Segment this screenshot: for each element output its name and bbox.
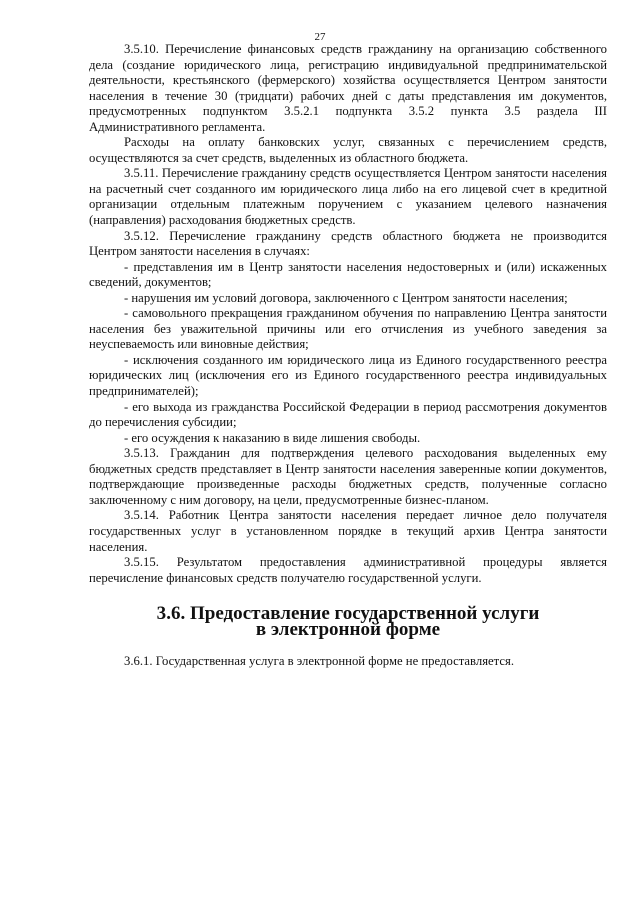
paragraph-3-5-14: 3.5.14. Работник Центра занятости населения передает личное дело получателя государственных услуг в установленном порядке в текущий архив Центра занятости населения. — [89, 508, 607, 554]
list-item-contract-violation: - нарушения им условий договора, заключенного с Центром занятости населения; — [124, 290, 568, 305]
paragraph-3-6-1: 3.6.1. Государственная услуга в электронной форме не предоставляется. — [124, 654, 515, 669]
document-body — [89, 42, 607, 670]
page-number: 27 — [314, 31, 326, 43]
section-heading-3-6 — [89, 603, 607, 640]
list-item-citizenship-loss: - его выхода из гражданства Российской Федерации в период рассмотрения документов до перечисления субсидии; — [89, 399, 607, 430]
paragraph-3-5-12: 3.5.12. Перечисление гражданину средств областного бюджета не производится Центром занятости населения в случаях: — [89, 228, 607, 259]
paragraph-3-5-15: 3.5.15. Результатом предоставления административной процедуры является перечисление финансовых средств получателю государственной услуги. — [89, 555, 607, 585]
paragraph-3-5-11: 3.5.11. Перечисление гражданину средств осуществляется Центром занятости населения на расчетный счет созданного им юридического лица либо на его лицевой счет в кредитной организации отдельным платежным поручением с указанием целевого назначения (направления) расходования бюджетных средств. — [89, 166, 607, 228]
list-item-imprisonment: - его осуждения к наказанию в виде лишения свободы. — [124, 430, 421, 445]
list-item-training-termination: - самовольного прекращения гражданином обучения по направлению Центра занятости населения без уважительной причины или его отчисления из учебного заведения за неуспеваемость или виновные действия; — [89, 306, 607, 352]
paragraph-3-5-13: 3.5.13. Гражданин для подтверждения целевого расходования выделенных ему бюджетных средств представляет в Центр занятости населения заверенные копии документов, подтверждающие произведенные расходы бюджетных средств, полученные согласно заключенному с ним договору, на цели, предусмотренные бизнес-планом. — [89, 446, 607, 507]
section-heading-line-2: в электронной форме — [255, 618, 441, 640]
list-item-registry-exclusion: - исключения созданного им юридического лица из Единого государственного реестра юридических лиц (исключения его из Единого государственного реестра индивидуальных предпринимателей); — [89, 352, 607, 399]
paragraph-bank-fees: Расходы на оплату банковских услуг, связанных с перечислением средств, осуществляются за счет средств, выделенных из областного бюджета. — [89, 135, 607, 165]
list-item-false-documents: - представления им в Центр занятости населения недостоверных и (или) искаженных сведений, документов; — [89, 259, 607, 290]
paragraph-3-5-10: 3.5.10. Перечисление финансовых средств гражданину на организацию собственного дела (создание юридического лица, регистрацию индивидуальной предпринимательской деятельности, крестьянского (фермерского) хозяйства осуществляется Центром занятости населения в течение 30 (тридцати) рабочих дней с даты представления им документов, предусмотренных подпунктом 3.5.2.1 подпункта 3.5.2 пункта 3.5 раздела III Административного регламента. — [89, 42, 607, 134]
section-heading-line-1: 3.6. Предоставление государственной услуги — [156, 603, 540, 625]
